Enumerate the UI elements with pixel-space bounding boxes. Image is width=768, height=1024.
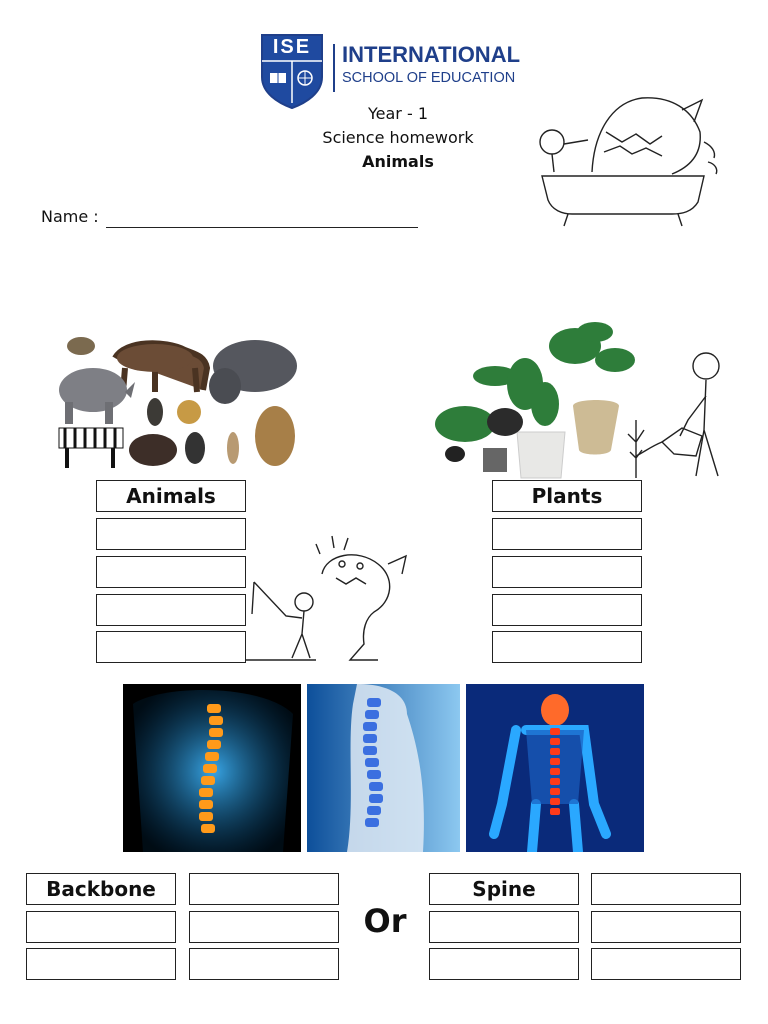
logo-divider [333, 44, 335, 92]
plants-answer-box-2[interactable] [492, 556, 642, 588]
spine-answer-box-2[interactable] [429, 911, 579, 943]
plants-answer-box-1[interactable] [492, 518, 642, 550]
backbone-heading-box: Backbone [26, 873, 176, 905]
animals-heading-box: Animals [96, 480, 246, 512]
plants-answer-box-3[interactable] [492, 594, 642, 626]
name-input-line[interactable] [106, 227, 418, 228]
backbone-answer-box-2[interactable] [26, 911, 176, 943]
animals-answer-box-3[interactable] [96, 594, 246, 626]
backbone-answer-box-1[interactable] [189, 873, 339, 905]
spine-answer-box-1[interactable] [591, 873, 741, 905]
plants-answer-box-4[interactable] [492, 631, 642, 663]
spine-heading-box: Spine [429, 873, 579, 905]
subject-title: Science homework [322, 128, 474, 147]
topic-title: Animals [362, 152, 434, 171]
watering-figure-icon [622, 350, 730, 482]
plants-heading-box: Plants [492, 480, 642, 512]
year-level: Year - 1 [368, 104, 428, 123]
spine-xray-back-image [123, 684, 301, 852]
backbone-answer-box-3[interactable] [189, 911, 339, 943]
logo-school-name: INTERNATIONAL [342, 42, 521, 67]
logo-acronym: ISE [272, 36, 312, 58]
animals-answer-box-2[interactable] [96, 556, 246, 588]
backbone-answer-box-4[interactable] [26, 948, 176, 980]
spine-answer-box-4[interactable] [429, 948, 579, 980]
name-label: Name : [41, 207, 99, 226]
shark-in-bathtub-icon [532, 92, 722, 232]
or-connector: Or [363, 902, 407, 940]
animals-answer-box-1[interactable] [96, 518, 246, 550]
house-plants-photo [425, 314, 645, 480]
backbone-answer-box-5[interactable] [189, 948, 339, 980]
fishing-figure-with-fish-icon [246, 534, 412, 664]
spine-answer-box-5[interactable] [591, 948, 741, 980]
spine-answer-box-3[interactable] [591, 911, 741, 943]
animals-answer-box-4[interactable] [96, 631, 246, 663]
logo-school-subtitle: SCHOOL OF EDUCATION [342, 70, 516, 86]
animals-collage [55, 328, 305, 474]
spine-xray-front-image [466, 684, 644, 852]
spine-xray-side-image [307, 684, 460, 852]
